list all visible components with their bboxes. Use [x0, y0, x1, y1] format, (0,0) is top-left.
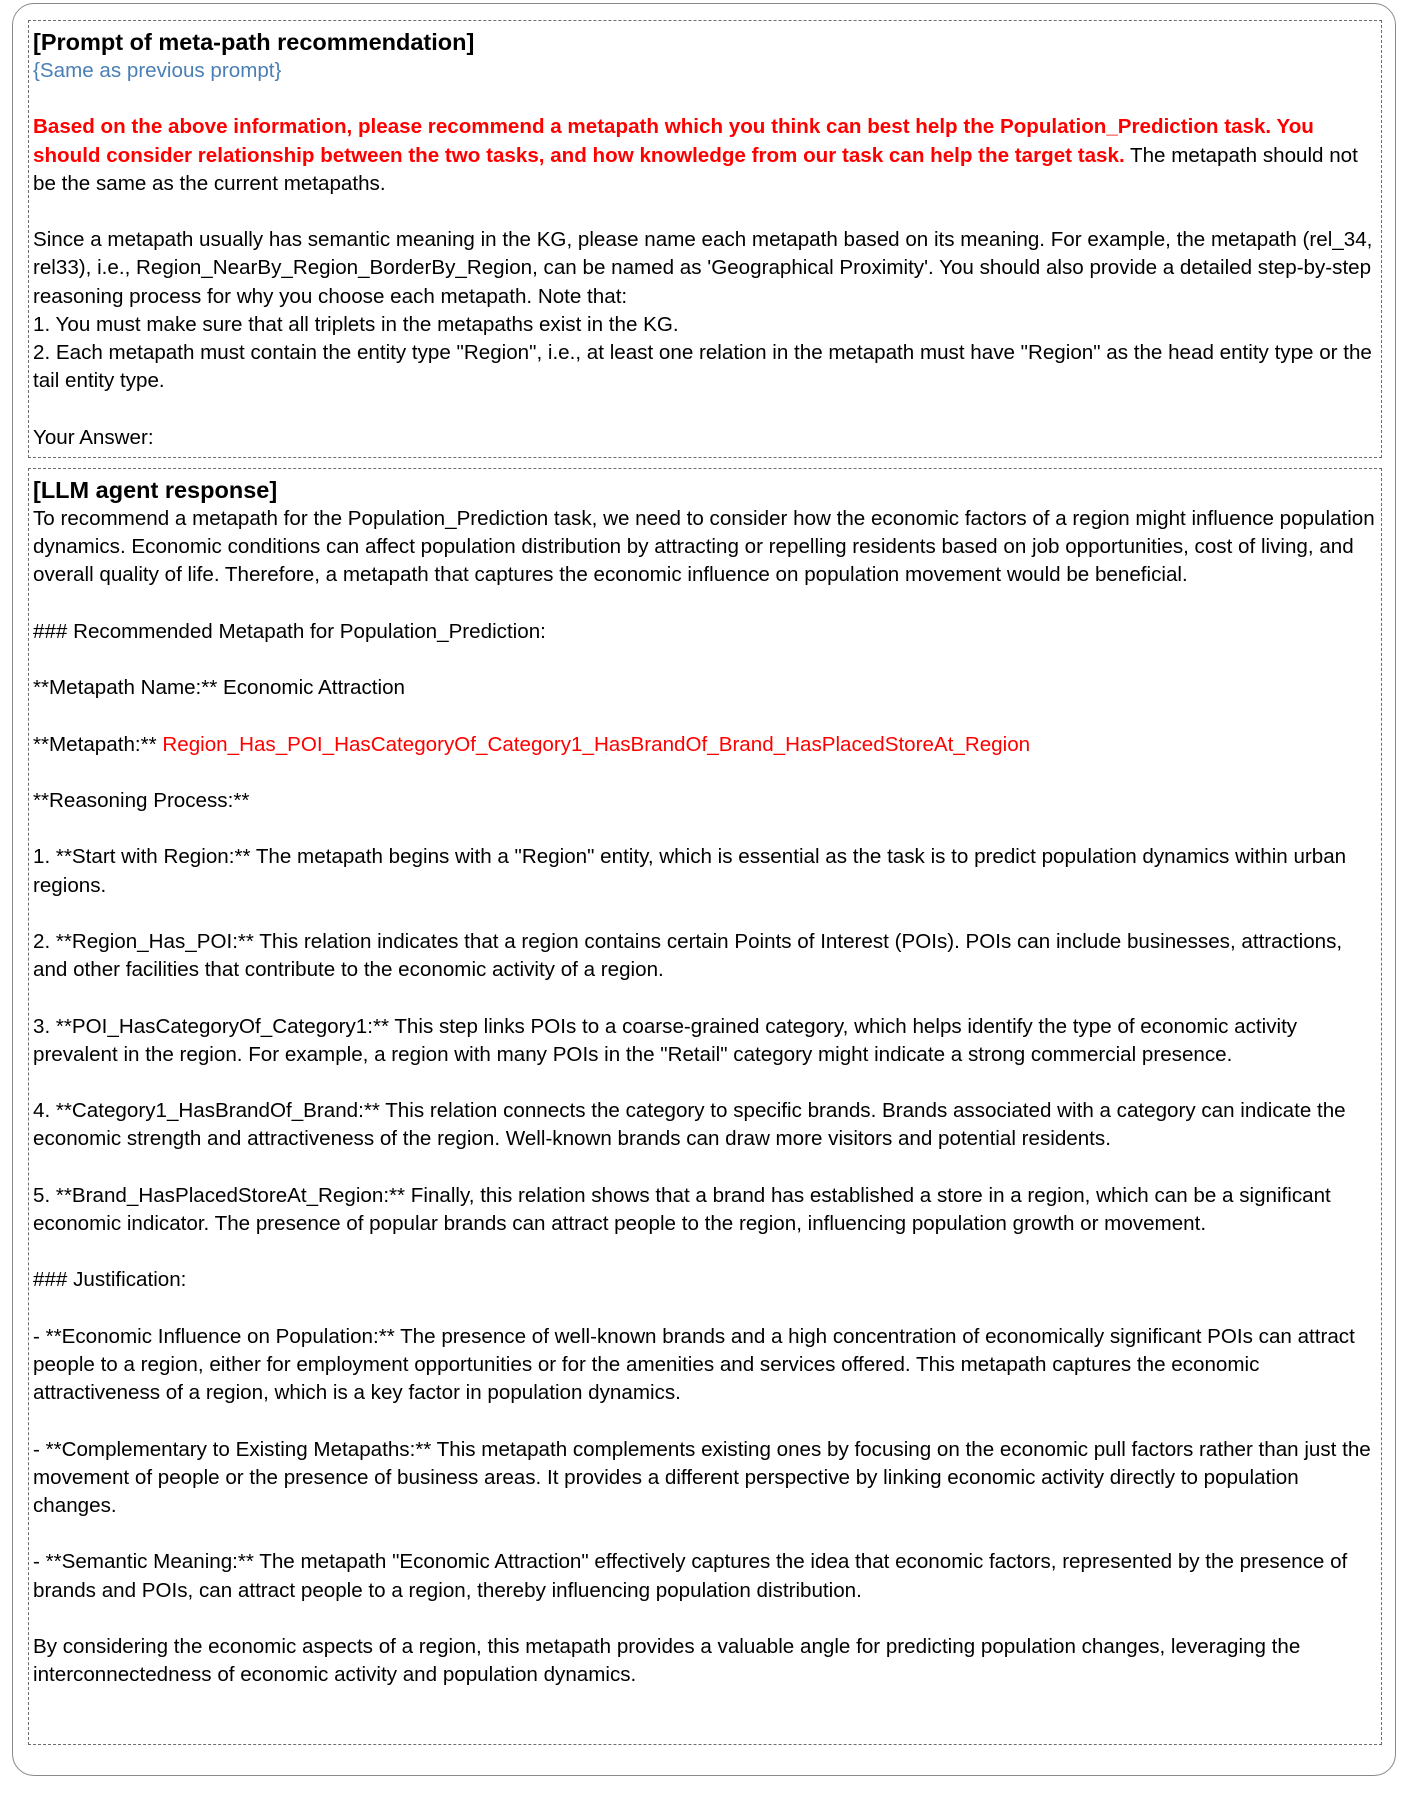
- spacer: [33, 815, 1377, 843]
- justification-2: - **Complementary to Existing Metapaths:** This metapath complements existing ones by focusing on the economic pull factors rather than just the movement of people or the presence of business areas. It provides a different perspective by linking economic activity directly to population changes.: [33, 1437, 1371, 1517]
- reasoning-step-2: 2. **Region_Has_POI:** This relation indicates that a region contains certain Points of Interest (POIs). POIs can include businesses, attractions, and other facilities that contribute to the economic activity of a region.: [33, 929, 1343, 982]
- metapath-value: Region_Has_POI_HasCategoryOf_Category1_HasBrandOf_Brand_HasPlacedStoreAt_Region: [162, 732, 1031, 756]
- metapath-line: [33, 731, 1377, 759]
- naming-paragraph: Since a metapath usually has semantic meaning in the KG, please name each metapath based on its meaning. For example, the metapath (rel_34, rel33), i.e., Region_NearBy_Region_BorderBy_Region, can be named as 'Geographical Proximity'. You should also provide a detailed step-by-step reasoning process for why you choose each metapath. Note that:: [33, 228, 1373, 308]
- spacer: [33, 1238, 1377, 1266]
- instruction-highlight: Based on the above information, please recommend a metapath which you think can best help the Population_Prediction task. You should consider relationship between the two tasks, and how knowledge from our task can help the target task.: [33, 115, 1314, 167]
- prompt-instruction: [33, 113, 1377, 198]
- answer-label: Your Answer:: [33, 425, 154, 449]
- response-title: [LLM agent response]: [33, 477, 278, 503]
- spacer: [33, 702, 1377, 730]
- section-justification: ### Justification:: [33, 1268, 187, 1292]
- spacer: [33, 646, 1377, 674]
- metapath-name-line: **Metapath Name:** Economic Attraction: [33, 676, 406, 700]
- prompt-placeholder: {Same as previous prompt}: [33, 59, 282, 82]
- note-2: 2. Each metapath must contain the entity type "Region", i.e., at least one relation in the metapath must have "Region" as the head entity type or the tail entity type.: [33, 341, 1372, 393]
- reasoning-step-4: 4. **Category1_HasBrandOf_Brand:** This relation connects the category to specific brands. Brands associated with a category can indicate the economic strength and attractiveness of the region. Well-known brands can draw more visitors and potential residents.: [33, 1099, 1346, 1151]
- metapath-label: **Metapath:**: [33, 732, 163, 756]
- justification-3: - **Semantic Meaning:** The metapath "Economic Attraction" effectively captures the idea that economic factors, represented by the presence of brands and POIs, can attract people to a region, thereby influencing population distribution.: [33, 1550, 1348, 1602]
- spacer: [33, 1069, 1377, 1097]
- reasoning-header: **Reasoning Process:**: [33, 788, 250, 812]
- spacer: [33, 85, 1377, 113]
- reasoning-step-1: 1. **Start with Region:** The metapath begins with a "Region" entity, which is essential as the task is to predict population dynamics within urban regions.: [33, 845, 1347, 897]
- conclusion: By considering the economic aspects of a region, this metapath provides a valuable angle for predicting population changes, leveraging the interconnectedness of economic activity and population dynamics.: [33, 1634, 1301, 1687]
- spacer: [33, 198, 1377, 226]
- prompt-panel: [28, 20, 1382, 458]
- spacer: [33, 1407, 1377, 1435]
- spacer: [33, 984, 1377, 1012]
- spacer: [33, 1154, 1377, 1182]
- justification-1: - **Economic Influence on Population:** The presence of well-known brands and a high concentration of economically significant POIs can attract people to a region, either for employment opportunities or for the amenities and services offered. This metapath captures the economic attractiveness of a region, which is a key factor in population dynamics.: [33, 1324, 1355, 1405]
- response-intro: To recommend a metapath for the Population_Prediction task, we need to consider how the economic factors of a region might influence population dynamics. Economic conditions can affect population distribution by attracting or repelling residents based on job opportunities, cost of living, and overall quality of life. Therefore, a metapath that captures the economic influence on population movement would be beneficial.: [33, 507, 1375, 587]
- reasoning-step-3: 3. **POI_HasCategoryOf_Category1:** This step links POIs to a coarse-grained category, which helps identify the type of economic activity prevalent in the region. For example, a region with many POIs in the "Retail" category might indicate a strong commercial presence.: [33, 1014, 1298, 1066]
- spacer: [33, 395, 1377, 423]
- response-panel: [28, 468, 1382, 1745]
- note-1: 1. You must make sure that all triplets in the metapaths exist in the KG.: [33, 312, 679, 336]
- spacer: [33, 1295, 1377, 1323]
- section-recommended: ### Recommended Metapath for Population_Prediction:: [33, 619, 546, 643]
- spacer: [33, 1605, 1377, 1633]
- spacer: [33, 590, 1377, 618]
- spacer: [33, 759, 1377, 787]
- instruction-rest: The metapath should not be the same as the current metapaths.: [33, 143, 1358, 195]
- prompt-title: [Prompt of meta-path recommendation]: [33, 29, 475, 55]
- reasoning-step-5: 5. **Brand_HasPlacedStoreAt_Region:** Finally, this relation shows that a brand has established a store in a region, which can be a significant economic indicator. The presence of popular brands can attract people to the region, influencing population growth or movement.: [33, 1183, 1331, 1235]
- spacer: [33, 1520, 1377, 1548]
- spacer: [33, 900, 1377, 928]
